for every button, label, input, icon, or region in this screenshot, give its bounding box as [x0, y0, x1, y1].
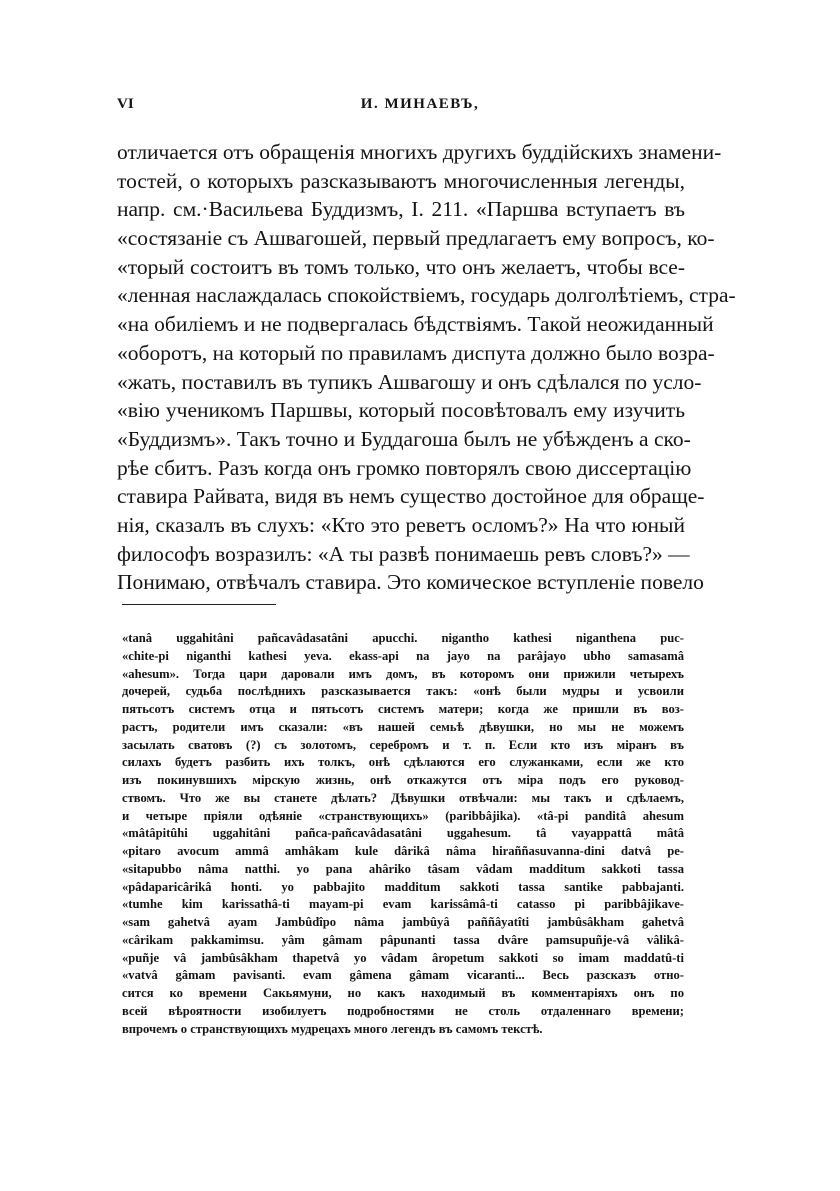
main-text-line: «вію ученикомъ Паршвы, который посовѣтовалъ ему изучить [117, 398, 685, 423]
footnote-line: «puñje vâ jambûsâkham thapetvâ yo vâdam âropetum sakkoti so imam maddatû-ti [122, 950, 684, 965]
main-text-line: тостей, о которыхъ разсказываютъ многочисленныя легенды, [117, 168, 685, 193]
footnote-line: «sitapubbo nâma natthi. yo pana ahâriko tâsam vâdam madditum sakkoti tassa [122, 861, 684, 876]
footnote-line: дочерей, судьба послѣднихъ разсказывается такъ: «онѣ были мудры и усвоили [122, 684, 684, 699]
footnote-line: «ahesum». Тогда цари даровали имъ домъ, въ которомъ они прижили четырехъ [122, 666, 684, 681]
main-text-line: философъ возразилъ: «А ты развѣ понимаешь ревъ словъ?» — [117, 541, 690, 566]
footnote-line: засылать сватовъ (?) съ золотомъ, серебромъ и т. п. Если кто изъ міранъ въ [122, 737, 684, 752]
footnote-line: впрочемъ о странствующихъ мудрецахъ много легендъ въ самомъ текстѣ. [122, 1021, 543, 1036]
footnote-line: «mâtâpitûhi uggahitâni pañca-pañcavâdasatâni uggahesum. tâ vayappattâ mâtâ [122, 826, 684, 841]
main-text-line: «Буддизмъ». Такъ точно и Буддагоша былъ не убѣжденъ а ско- [117, 426, 691, 451]
footnote-line: изъ покинувшихъ мірскую жизнь, онѣ откажутся отъ міра подъ его руковод- [122, 773, 684, 787]
running-title: И. МИНАЕВЪ, [360, 96, 480, 112]
main-text-line: ставира Райвата, видя въ немъ существо достойное для обраще- [117, 484, 705, 509]
main-text-line: рѣе сбитъ. Разъ когда онъ громко повторялъ свою диссертацію [117, 455, 692, 480]
main-text-line: «ленная наслаждалась спокойствіемъ, государь долголѣтіемъ, стра- [117, 283, 736, 308]
footnote-line: «cârikam pakkamimsu. yâm gâmam pâpunanti tassa dvâre pamsupuñje-vâ vâlikâ- [122, 932, 684, 947]
main-text-line: «оборотъ, на который по правиламъ диспута должно было возра- [117, 340, 715, 365]
footnote-line: и четыре пріяли одѣяніе «странствующихъ» (paribbâjika). «tâ-pi panditâ ahesum [122, 808, 684, 823]
main-text-line: Понимаю, отвѣчалъ ставира. Это комическое вступленіе повело [117, 570, 704, 595]
footnote-line: «vatvâ gâmam pavisanti. evam gâmena gâmam vicaranti... Весь разсказъ отно- [122, 968, 684, 983]
footnote-line: пятьсотъ системъ отца и пятьсотъ системъ матери; когда же пришли въ воз- [122, 702, 684, 716]
footnote-text [122, 630, 684, 1038]
footnote-line: всей вѣроятности изобилуетъ подробностями не столь отдаленнаго времени; [122, 1003, 684, 1018]
footnote-line: «pitaro avocum ammâ amhâkam kule dârikâ nâma hiraññasuvanna-dini datvâ pe- [122, 844, 684, 858]
footnote-line: «tanâ uggahitâni pañcavâdasatâni apucchi. nigantho kathesi niganthena puc- [122, 631, 684, 645]
footnote-rule [122, 604, 276, 605]
main-text-line: «торый состоитъ въ томъ только, что онъ желаетъ, чтобы все- [117, 254, 685, 279]
main-text-line: «на обиліемъ и не подвергалась бѣдствіямъ. Такой неожиданный [117, 312, 714, 337]
footnote-line: «pâdaparicârikâ honti. yo pabbajito madditum sakkoti tassa santike pabbajanti. [122, 879, 684, 894]
footnote-line: «chite-pi niganthi kathesi yeva. ekass-api na jayo na parâjayo ubho samasamâ [122, 648, 684, 663]
footnote-line: ствомъ. Что же вы станете дѣлать? Дѣвушки отвѣчали: мы такъ и сдѣлаемъ, [122, 790, 684, 805]
main-text-line: напр. см.·Васильева Буддизмъ, I. 211. «Паршва вступаетъ въ [117, 197, 685, 222]
footnote-line: растъ, родители имъ сказали: «въ нашей семьѣ дѣвушки, но мы не можемъ [122, 719, 684, 734]
page-number: VI [117, 96, 134, 112]
main-text-line: нія, сказалъ въ слухъ: «Кто это реветъ осломъ?» На что юный [117, 512, 685, 537]
main-text [117, 138, 736, 597]
main-text-line: «жать, поставилъ въ тупикъ Ашвагошу и онъ сдѣлался по усло- [117, 369, 702, 394]
footnote-line: «sam gahetvâ ayam Jambûdîpo nâma jambûyâ paññâyatîti jambûsâkham gahetvâ [122, 915, 684, 929]
footnote-line: «tumhe kim karissathâ-ti mayam-pi evam karissâmâ-ti catasso pi paribbâjikave- [122, 897, 684, 912]
footnote-line: сится ко времени Сакьямуни, но какъ находимый въ комментаріяхъ онъ по [122, 986, 684, 1000]
footnote-line: силахъ будетъ разбить ихъ толкъ, онѣ сдѣлаются его служанками, если же кто [122, 755, 684, 770]
main-text-line: «состязаніе съ Ашвагошей, первый предлагаетъ ему вопросъ, ко- [117, 226, 715, 251]
main-text-line: отличается отъ обращенія многихъ другихъ буддійскихъ знамени- [117, 140, 722, 164]
